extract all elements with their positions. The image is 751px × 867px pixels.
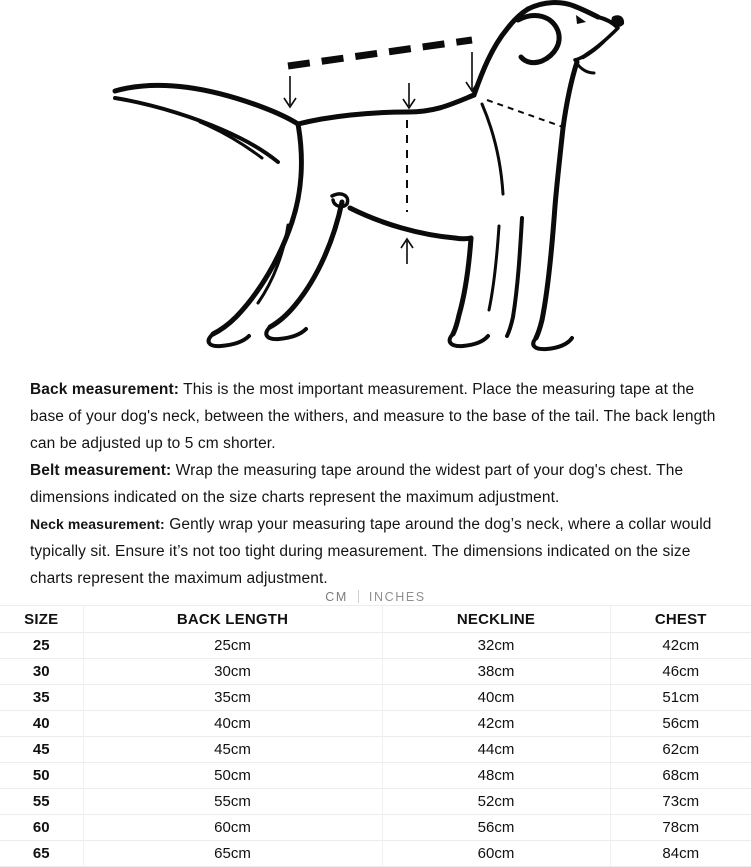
table-row [0,659,751,685]
belt-measurement-text: Wrap the measuring tape around the widest part of your dog's chest. The dimensions indicated on the size charts represent the maximum adjustment. [30,462,684,506]
chest-cell: 78cm [610,815,751,841]
chest-cell: 42cm [610,633,751,659]
neck-measurement-dashed-line [487,100,563,127]
chest-cell: 62cm [610,737,751,763]
size-cell: 65 [0,841,83,867]
neckline-cell: 60cm [382,841,610,867]
size-cell: 25 [0,633,83,659]
back-length-cell: 35cm [83,685,382,711]
column-header-chest: CHEST [610,606,751,633]
down-arrow-icon [466,52,478,91]
back-length-cell: 45cm [83,737,382,763]
belt-measurement-paragraph [30,457,721,511]
chest-cell: 56cm [610,711,751,737]
size-cell: 35 [0,685,83,711]
back-length-cell: 55cm [83,789,382,815]
neck-measurement-text: Gently wrap your measuring tape around the dog’s neck, where a collar would typically sit. Ensure it’s not too tight during measurement. The dimensions indicated on the size charts represent the maximum adjustment. [30,516,712,587]
back-length-cell: 40cm [83,711,382,737]
back-length-cell: 30cm [83,659,382,685]
neckline-cell: 32cm [382,633,610,659]
back-measurement-dashed-line [288,40,472,66]
neckline-cell: 56cm [382,815,610,841]
unit-toggle [0,590,751,605]
back-length-cell: 50cm [83,763,382,789]
back-measurement-label: Back measurement: [30,381,180,398]
column-header-back-length: BACK LENGTH [83,606,382,633]
size-cell: 60 [0,815,83,841]
belt-measurement-label: Belt measurement: [30,462,172,479]
size-cell: 50 [0,763,83,789]
back-length-cell: 65cm [83,841,382,867]
measurement-instructions [0,368,751,592]
table-row [0,841,751,867]
table-row [0,711,751,737]
chest-cell: 68cm [610,763,751,789]
unit-cm-button[interactable]: CM [325,590,348,604]
chest-cell: 73cm [610,789,751,815]
table-row [0,685,751,711]
column-header-neckline: NECKLINE [382,606,610,633]
chest-cell: 51cm [610,685,751,711]
table-row [0,815,751,841]
column-header-size: SIZE [0,606,83,633]
size-cell: 45 [0,737,83,763]
neck-measurement-label: Neck measurement: [30,516,165,532]
chest-cell: 46cm [610,659,751,685]
table-row [0,737,751,763]
down-arrow-icon [284,76,296,107]
size-table-body [0,633,751,867]
neckline-cell: 40cm [382,685,610,711]
size-table [0,605,751,867]
table-row [0,763,751,789]
neck-measurement-paragraph [30,511,721,592]
size-cell: 55 [0,789,83,815]
unit-inches-button[interactable]: INCHES [368,590,426,604]
size-table-header [0,606,751,633]
table-row [0,633,751,659]
unit-toggle-divider [358,590,359,603]
neckline-cell: 44cm [382,737,610,763]
neckline-cell: 48cm [382,763,610,789]
neckline-cell: 52cm [382,789,610,815]
back-measurement-paragraph [30,376,721,457]
neckline-cell: 38cm [382,659,610,685]
chest-cell: 84cm [610,841,751,867]
down-arrow-icon [403,83,415,108]
header-row [0,606,751,633]
back-length-cell: 60cm [83,815,382,841]
neckline-cell: 42cm [382,711,610,737]
back-length-cell: 25cm [83,633,382,659]
dog-diagram-svg [0,0,751,368]
size-cell: 30 [0,659,83,685]
up-arrow-icon [401,239,413,264]
table-row [0,789,751,815]
dog-measurement-diagram [0,0,751,368]
back-measurement-text: This is the most important measurement. Place the measuring tape at the base of your dog's neck, between the withers, and measure to the base of the tail. The back length can be adjusted up to 5 cm shorter. [30,381,716,452]
size-cell: 40 [0,711,83,737]
